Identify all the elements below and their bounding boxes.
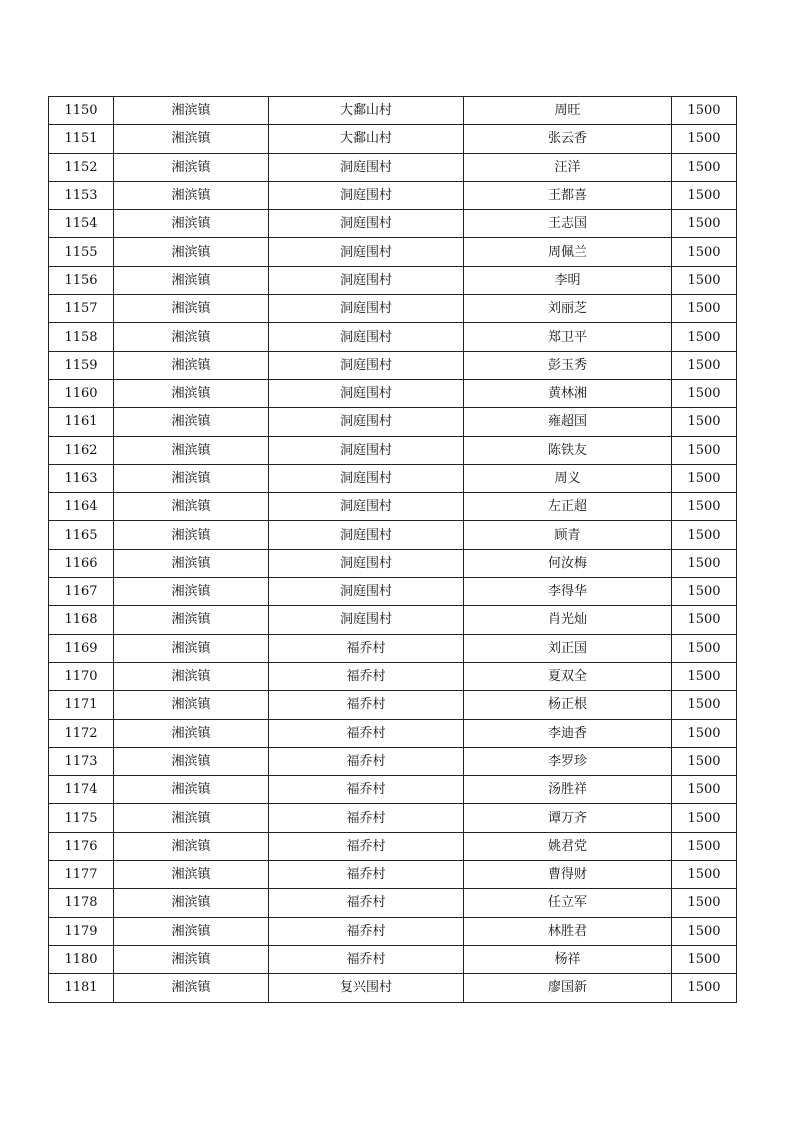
cell-amount: 1500	[672, 549, 737, 577]
cell-village: 洞庭围村	[269, 181, 464, 209]
cell-village: 洞庭围村	[269, 408, 464, 436]
cell-town: 湘滨镇	[114, 974, 269, 1002]
cell-serial-number: 1150	[49, 97, 114, 125]
cell-village: 大鄱山村	[269, 125, 464, 153]
cell-serial-number: 1153	[49, 181, 114, 209]
cell-serial-number: 1159	[49, 351, 114, 379]
cell-village: 洞庭围村	[269, 436, 464, 464]
cell-amount: 1500	[672, 606, 737, 634]
cell-serial-number: 1162	[49, 436, 114, 464]
table-row	[49, 464, 737, 492]
cell-amount: 1500	[672, 181, 737, 209]
cell-amount: 1500	[672, 917, 737, 945]
cell-serial-number: 1151	[49, 125, 114, 153]
table-row	[49, 691, 737, 719]
cell-village: 大鄱山村	[269, 97, 464, 125]
cell-town: 湘滨镇	[114, 747, 269, 775]
cell-person-name: 廖国新	[464, 974, 672, 1002]
cell-town: 湘滨镇	[114, 295, 269, 323]
cell-amount: 1500	[672, 804, 737, 832]
cell-serial-number: 1172	[49, 719, 114, 747]
cell-village: 福乔村	[269, 747, 464, 775]
table-row	[49, 776, 737, 804]
table-row	[49, 238, 737, 266]
cell-serial-number: 1175	[49, 804, 114, 832]
cell-person-name: 黄林湘	[464, 379, 672, 407]
table-row	[49, 917, 737, 945]
table-row	[49, 97, 737, 125]
cell-town: 湘滨镇	[114, 493, 269, 521]
cell-town: 湘滨镇	[114, 917, 269, 945]
cell-person-name: 任立军	[464, 889, 672, 917]
table-row	[49, 295, 737, 323]
table-row	[49, 153, 737, 181]
cell-person-name: 何汝梅	[464, 549, 672, 577]
cell-amount: 1500	[672, 125, 737, 153]
cell-person-name: 曹得财	[464, 861, 672, 889]
cell-serial-number: 1173	[49, 747, 114, 775]
table-row	[49, 974, 737, 1002]
cell-serial-number: 1179	[49, 917, 114, 945]
table-row	[49, 379, 737, 407]
cell-amount: 1500	[672, 493, 737, 521]
cell-village: 洞庭围村	[269, 238, 464, 266]
cell-person-name: 周佩兰	[464, 238, 672, 266]
cell-serial-number: 1161	[49, 408, 114, 436]
cell-village: 洞庭围村	[269, 578, 464, 606]
table-row	[49, 662, 737, 690]
cell-town: 湘滨镇	[114, 379, 269, 407]
cell-town: 湘滨镇	[114, 832, 269, 860]
cell-village: 洞庭围村	[269, 266, 464, 294]
cell-village: 洞庭围村	[269, 606, 464, 634]
cell-serial-number: 1176	[49, 832, 114, 860]
cell-town: 湘滨镇	[114, 945, 269, 973]
cell-person-name: 谭万齐	[464, 804, 672, 832]
cell-town: 湘滨镇	[114, 578, 269, 606]
cell-amount: 1500	[672, 266, 737, 294]
cell-serial-number: 1169	[49, 634, 114, 662]
cell-village: 洞庭围村	[269, 521, 464, 549]
cell-town: 湘滨镇	[114, 125, 269, 153]
cell-village: 洞庭围村	[269, 210, 464, 238]
cell-village: 福乔村	[269, 662, 464, 690]
cell-village: 洞庭围村	[269, 295, 464, 323]
cell-amount: 1500	[672, 323, 737, 351]
table-row	[49, 832, 737, 860]
table-row	[49, 606, 737, 634]
cell-person-name: 雍超国	[464, 408, 672, 436]
cell-town: 湘滨镇	[114, 804, 269, 832]
cell-serial-number: 1177	[49, 861, 114, 889]
table-row	[49, 549, 737, 577]
cell-town: 湘滨镇	[114, 889, 269, 917]
cell-amount: 1500	[672, 974, 737, 1002]
cell-amount: 1500	[672, 351, 737, 379]
cell-serial-number: 1174	[49, 776, 114, 804]
cell-person-name: 李得华	[464, 578, 672, 606]
cell-person-name: 杨正根	[464, 691, 672, 719]
cell-person-name: 汤胜祥	[464, 776, 672, 804]
cell-amount: 1500	[672, 210, 737, 238]
table-row	[49, 521, 737, 549]
cell-amount: 1500	[672, 97, 737, 125]
cell-town: 湘滨镇	[114, 634, 269, 662]
cell-person-name: 王都喜	[464, 181, 672, 209]
cell-person-name: 夏双全	[464, 662, 672, 690]
table-row	[49, 436, 737, 464]
table-row	[49, 408, 737, 436]
cell-town: 湘滨镇	[114, 776, 269, 804]
cell-village: 复兴围村	[269, 974, 464, 1002]
table-row	[49, 719, 737, 747]
table-row	[49, 351, 737, 379]
cell-amount: 1500	[672, 521, 737, 549]
cell-amount: 1500	[672, 295, 737, 323]
cell-village: 福乔村	[269, 776, 464, 804]
table-row	[49, 634, 737, 662]
cell-person-name: 李明	[464, 266, 672, 294]
cell-village: 洞庭围村	[269, 379, 464, 407]
cell-village: 福乔村	[269, 691, 464, 719]
cell-serial-number: 1165	[49, 521, 114, 549]
cell-town: 湘滨镇	[114, 153, 269, 181]
cell-serial-number: 1166	[49, 549, 114, 577]
cell-town: 湘滨镇	[114, 97, 269, 125]
cell-person-name: 李迪香	[464, 719, 672, 747]
table-row	[49, 861, 737, 889]
cell-town: 湘滨镇	[114, 521, 269, 549]
table-row	[49, 125, 737, 153]
table-row	[49, 804, 737, 832]
cell-town: 湘滨镇	[114, 323, 269, 351]
cell-serial-number: 1156	[49, 266, 114, 294]
table-row	[49, 210, 737, 238]
cell-person-name: 姚君党	[464, 832, 672, 860]
cell-amount: 1500	[672, 578, 737, 606]
cell-amount: 1500	[672, 379, 737, 407]
cell-amount: 1500	[672, 889, 737, 917]
cell-village: 福乔村	[269, 945, 464, 973]
cell-serial-number: 1167	[49, 578, 114, 606]
cell-town: 湘滨镇	[114, 662, 269, 690]
table-row	[49, 181, 737, 209]
cell-person-name: 陈铁友	[464, 436, 672, 464]
cell-person-name: 周义	[464, 464, 672, 492]
cell-village: 福乔村	[269, 917, 464, 945]
cell-town: 湘滨镇	[114, 861, 269, 889]
cell-village: 福乔村	[269, 889, 464, 917]
cell-person-name: 左正超	[464, 493, 672, 521]
table-row	[49, 747, 737, 775]
cell-village: 福乔村	[269, 719, 464, 747]
cell-person-name: 彭玉秀	[464, 351, 672, 379]
cell-serial-number: 1157	[49, 295, 114, 323]
cell-person-name: 刘丽芝	[464, 295, 672, 323]
cell-serial-number: 1154	[49, 210, 114, 238]
cell-serial-number: 1152	[49, 153, 114, 181]
cell-town: 湘滨镇	[114, 606, 269, 634]
cell-amount: 1500	[672, 634, 737, 662]
cell-village: 福乔村	[269, 634, 464, 662]
cell-amount: 1500	[672, 464, 737, 492]
cell-amount: 1500	[672, 436, 737, 464]
cell-person-name: 郑卫平	[464, 323, 672, 351]
cell-amount: 1500	[672, 776, 737, 804]
cell-serial-number: 1181	[49, 974, 114, 1002]
cell-town: 湘滨镇	[114, 408, 269, 436]
cell-person-name: 肖光灿	[464, 606, 672, 634]
cell-amount: 1500	[672, 719, 737, 747]
cell-town: 湘滨镇	[114, 210, 269, 238]
cell-person-name: 王志国	[464, 210, 672, 238]
cell-serial-number: 1170	[49, 662, 114, 690]
cell-person-name: 张云香	[464, 125, 672, 153]
table-row	[49, 493, 737, 521]
cell-person-name: 汪洋	[464, 153, 672, 181]
cell-serial-number: 1168	[49, 606, 114, 634]
cell-serial-number: 1164	[49, 493, 114, 521]
cell-amount: 1500	[672, 747, 737, 775]
cell-village: 洞庭围村	[269, 351, 464, 379]
cell-town: 湘滨镇	[114, 351, 269, 379]
cell-village: 洞庭围村	[269, 323, 464, 351]
cell-village: 洞庭围村	[269, 464, 464, 492]
cell-town: 湘滨镇	[114, 238, 269, 266]
table-row	[49, 266, 737, 294]
cell-amount: 1500	[672, 861, 737, 889]
cell-person-name: 周旺	[464, 97, 672, 125]
cell-amount: 1500	[672, 945, 737, 973]
cell-serial-number: 1163	[49, 464, 114, 492]
cell-town: 湘滨镇	[114, 266, 269, 294]
cell-village: 福乔村	[269, 804, 464, 832]
cell-serial-number: 1180	[49, 945, 114, 973]
cell-serial-number: 1155	[49, 238, 114, 266]
cell-serial-number: 1158	[49, 323, 114, 351]
cell-amount: 1500	[672, 408, 737, 436]
cell-amount: 1500	[672, 691, 737, 719]
cell-person-name: 杨祥	[464, 945, 672, 973]
cell-town: 湘滨镇	[114, 549, 269, 577]
cell-person-name: 李罗珍	[464, 747, 672, 775]
cell-amount: 1500	[672, 153, 737, 181]
cell-town: 湘滨镇	[114, 719, 269, 747]
cell-village: 福乔村	[269, 832, 464, 860]
table-body	[49, 97, 737, 1003]
cell-town: 湘滨镇	[114, 436, 269, 464]
cell-village: 洞庭围村	[269, 549, 464, 577]
cell-village: 洞庭围村	[269, 153, 464, 181]
cell-serial-number: 1160	[49, 379, 114, 407]
cell-person-name: 刘正国	[464, 634, 672, 662]
table-row	[49, 323, 737, 351]
cell-village: 福乔村	[269, 861, 464, 889]
cell-serial-number: 1171	[49, 691, 114, 719]
cell-amount: 1500	[672, 832, 737, 860]
cell-amount: 1500	[672, 238, 737, 266]
cell-town: 湘滨镇	[114, 464, 269, 492]
cell-person-name: 顾青	[464, 521, 672, 549]
subsidy-table	[48, 96, 737, 1003]
cell-person-name: 林胜君	[464, 917, 672, 945]
cell-town: 湘滨镇	[114, 181, 269, 209]
cell-amount: 1500	[672, 662, 737, 690]
table-row	[49, 578, 737, 606]
cell-village: 洞庭围村	[269, 493, 464, 521]
cell-town: 湘滨镇	[114, 691, 269, 719]
cell-serial-number: 1178	[49, 889, 114, 917]
table-row	[49, 945, 737, 973]
table-row	[49, 889, 737, 917]
